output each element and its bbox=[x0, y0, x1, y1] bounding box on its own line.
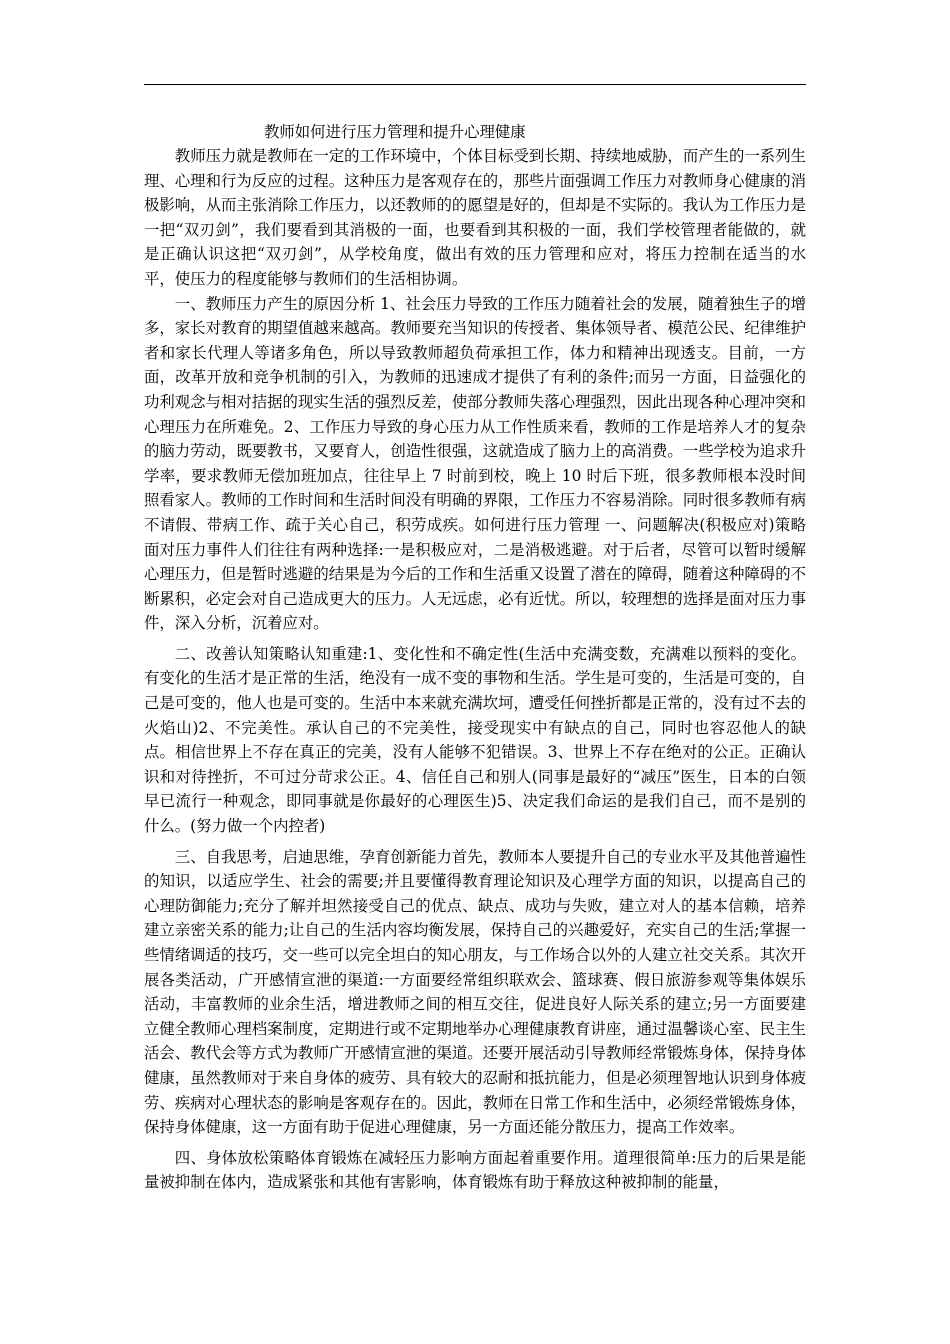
document-title: 教师如何进行压力管理和提升心理健康 bbox=[264, 123, 526, 141]
paragraph-section-1: 一、教师压力产生的原因分析 1、社会压力导致的工作压力随着社会的发展，随着独生子的增多，家长对教育的期望值越来越高。教师要充当知识的传授者、集体领导者、模范公民、纪律维护者和家长代理人等诸多角色，所以导致教师超负荷承担工作，体力和精神出现透支。目前，一方面，改革开放和竞争机制的引入，为教师的迅速成才提供了有利的条件;而另一方面，日益强化的功利观念与相对拮据的现实生活的强烈反差，使部分教师失落心理强烈，因此出现各种心理冲突和心理压力在所难免。2、工作压力导致的身心压力从工作性质来看，教师的工作是培养人才的复杂的脑力劳动，既要教书，又要育人，创造性很强，这就造成了脑力上的高消费。一些学校为追求升学率，要求教师无偿加班加点，往往早上 7 时前到校，晚上 10 时后下班，很多教师根本没时间照看家人。教师的工作时间和生活时间没有明确的界限，工作压力不容易消除。同时很多教师有病不请假、带病工作、疏于关心自己，积劳成疾。如何进行压力管理 一、问题解决(积极应对)策略面对压力事件人们往往有两种选择:一是积极应对，二是消极逃避。对于后者，尽管可以暂时缓解心理压力，但是暂时逃避的结果是为今后的工作和生活重又设置了潜在的障碍，随着这种障碍的不断累积，必定会对自己造成更大的压力。人无远虑，必有近忧。所以，较理想的选择是面对压力事件，深入分析，沉着应对。 bbox=[144, 294, 806, 633]
paragraph-section-3: 三、自我思考，启迪思维，孕育创新能力首先，教师本人要提升自己的专业水平及其他普遍性的知识，以适应学生、社会的需要;并且要懂得教育理论知识及心理学方面的知识，以提高自己的心理防御能力;充分了解并坦然接受自己的优点、缺点、成功与失败，建立对人的基本信赖，培养建立亲密关系的能力;让自己的生活内容均衡发展，保持自己的兴趣爱好，充实自己的生活;掌握一些情绪调适的技巧，交一些可以完全坦白的知心朋友，与工作场合以外的人建立社交关系。其次开展各类活动，广开感情宣泄的渠道:一方面要经常组织联欢会、篮球赛、假日旅游参观等集体娱乐活动，丰富教师的业余生活，增进教师之间的相互交往，促进良好人际关系的建立;另一方面要建立健全教师心理档案制度，定期进行或不定期地举办心理健康教育讲座，通过温馨谈心室、民主生活会、教代会等方式为教师广开感情宣泄的渠道。还要开展活动引导教师经常锻炼身体，保持身体健康，虽然教师对于来自身体的疲劳、具有较大的忍耐和抵抗能力，但是必须理智地认识到身体疲劳、疾病对心理状态的影响是客观存在的。因此，教师在日常工作和生活中，必须经常锻炼身体，保持身体健康，这一方面有助于促进心理健康，另一方面还能分散压力，提高工作效率。 bbox=[144, 847, 806, 1137]
document-body bbox=[144, 120, 806, 1195]
paragraph-section-4: 四、身体放松策略体育锻炼在减轻压力影响方面起着重要作用。道理很简单:压力的后果是能量被抑制在体内，造成紧张和其他有害影响，体育锻炼有助于释放这种被抑制的能量， bbox=[144, 1148, 806, 1192]
header-rule bbox=[144, 84, 806, 85]
paragraph-section-2: 二、改善认知策略认知重建:1、变化性和不确定性(生活中充满变数，充满难以预料的变化。有变化的生活才是正常的生活，绝没有一成不变的事物和生活。学生是可变的，生活是可变的，自己是可变的，他人也是可变的。生活中本来就充满坎坷，遭受任何挫折都是正常的，没有过不去的火焰山)2、不完美性。承认自己的不完美性，接受现实中有缺点的自己，同时也容忍他人的缺点。相信世界上不存在真正的完美，没有人能够不犯错误。3、世界上不存在绝对的公正。正确认识和对待挫折，不可过分苛求公正。4、信任自己和别人(同事是最好的“减压”医生，日本的白领早已流行一种观念，即同事就是你最好的心理医生)5、决定我们命运的是我们自己，而不是别的什么。(努力做一个内控者) bbox=[144, 644, 806, 836]
paragraph-intro: 教师压力就是教师在一定的工作环境中，个体目标受到长期、持续地威胁，而产生的一系列生理、心理和行为反应的过程。这种压力是客观存在的，那些片面强调工作压力对教师身心健康的消极影响，从而主张消除工作压力，以还教师的的愿望是好的，但却是不实际的。我认为工作压力是一把“双刃剑”，我们要看到其消极的一面，也要看到其积极的一面，我们学校管理者能做的，就是正确认识这把“双刃剑”，从学校角度，做出有效的压力管理和应对，将压力控制在适当的水平，使压力的程度能够与教师们的生活相协调。 bbox=[144, 147, 806, 288]
